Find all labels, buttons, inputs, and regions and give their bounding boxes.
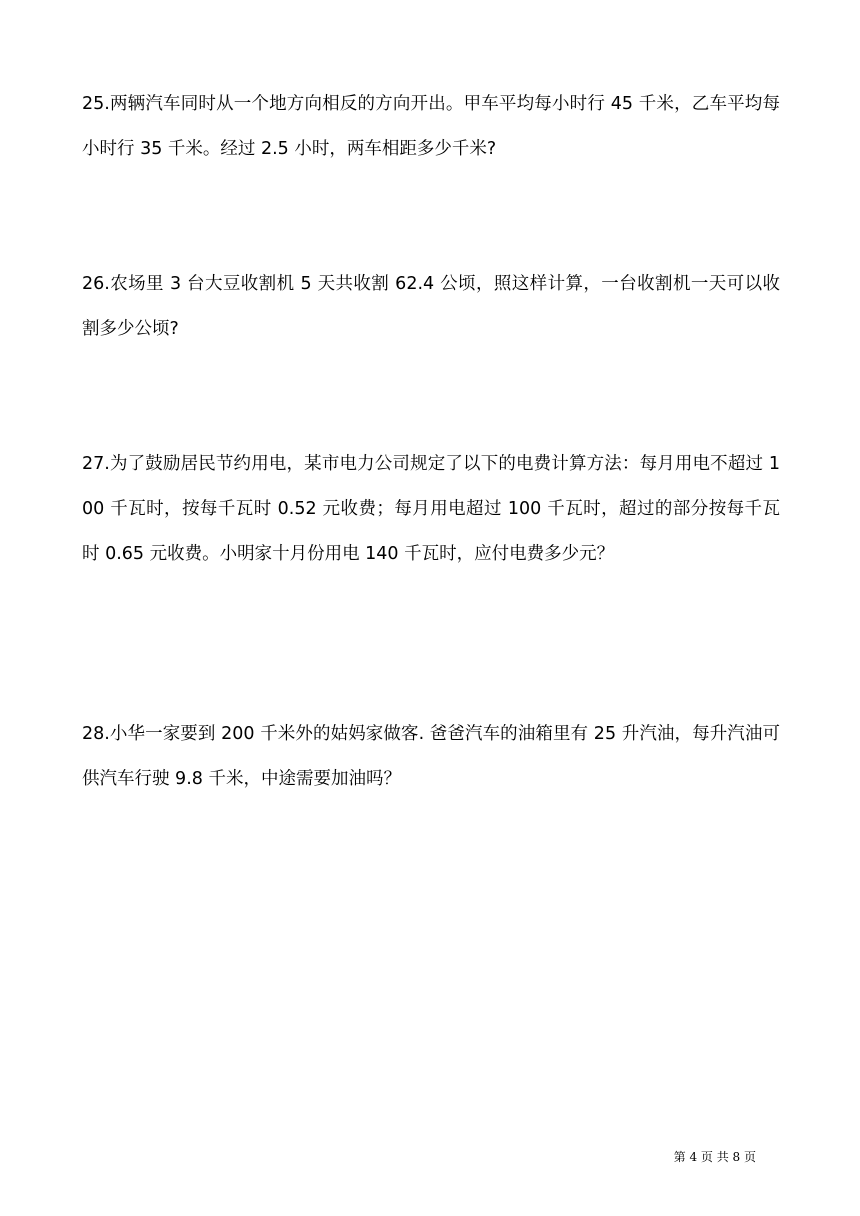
question-26: 26.农场里 3 台大豆收割机 5 天共收割 62.4 公顷，照这样计算，一台收割机一天可以收割多少公顷? — [82, 274, 780, 339]
question-28: 28.小华一家要到 200 千米外的姑妈家做客. 爸爸汽车的油箱里有 25 升汽油，每升汽油可供汽车行驶 9.8 千米，中途需要加油吗？ — [82, 724, 780, 789]
question-27: 27.为了鼓励居民节约用电，某市电力公司规定了以下的电费计算方法：每月用电不超过 100 千瓦时，按每千瓦时 0.52 元收费；每月用电超过 100 千瓦时，超过的部分按每千瓦时 0.65 元收费。小明家十月份用电 140 千瓦时，应付电费多少元？ — [82, 454, 780, 564]
page-number: 第 4 页 共 8 页 — [673, 1150, 756, 1164]
question-25: 25.两辆汽车同时从一个地方向相反的方向开出。甲车平均每小时行 45 千米，乙车平均每小时行 35 千米。经过 2.5 小时，两车相距多少千米? — [82, 94, 780, 159]
